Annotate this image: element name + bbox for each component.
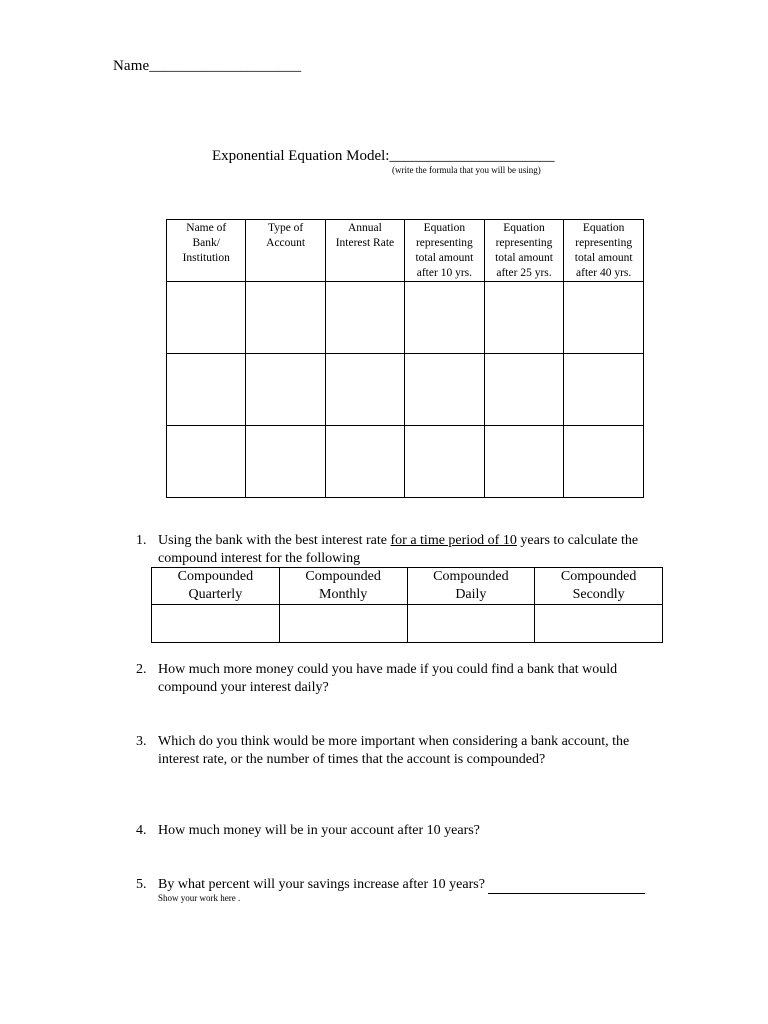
table-cell[interactable]	[246, 282, 325, 354]
bank-comparison-table	[166, 219, 644, 498]
table-cell[interactable]	[325, 282, 404, 354]
show-work-note: Show your work here .	[158, 893, 241, 903]
header-daily: Compounded Daily	[407, 568, 535, 605]
header-interest-rate: Annual Interest Rate	[325, 220, 404, 282]
header-equation-25yrs: Equation representing total amount after 25 yrs.	[484, 220, 564, 282]
table-cell[interactable]	[246, 354, 325, 426]
header-equation-40yrs: Equation representing total amount after 40 yrs.	[564, 220, 644, 282]
table-row	[167, 354, 644, 426]
table-cell[interactable]	[279, 605, 407, 643]
table-cell[interactable]	[484, 426, 564, 498]
table-cell[interactable]	[246, 426, 325, 498]
question-number: 5.	[136, 877, 147, 892]
table-cell[interactable]	[484, 354, 564, 426]
underlined-phrase: for a time period of 10	[390, 533, 517, 548]
table-cell[interactable]	[152, 605, 280, 643]
header-bank-name: Name of Bank/ Institution	[167, 220, 246, 282]
question-number: 2.	[136, 662, 147, 677]
table-row	[167, 426, 644, 498]
question-number: 3.	[136, 734, 147, 749]
header-monthly: Compounded Monthly	[279, 568, 407, 605]
exponential-model-label[interactable]: Exponential Equation Model:______________________	[212, 148, 555, 164]
table-cell[interactable]	[325, 354, 404, 426]
header-account-type: Type of Account	[246, 220, 325, 282]
question-number: 1.	[136, 533, 147, 548]
table-cell[interactable]	[405, 426, 485, 498]
table-cell[interactable]	[407, 605, 535, 643]
name-field-label[interactable]: Name____________________	[113, 58, 302, 74]
question-text: Using the bank with the best interest rate for a time period of 10 years to calculate the compound interest for the following	[158, 533, 639, 566]
table-cell[interactable]	[405, 354, 485, 426]
model-note: (write the formula that you will be using)	[392, 165, 541, 175]
table-cell[interactable]	[167, 426, 246, 498]
table-cell[interactable]	[484, 282, 564, 354]
table-cell[interactable]	[564, 354, 644, 426]
question-text: Which do you think would be more important when considering a bank account, the interest rate, or the number of times that the account is compounded?	[158, 734, 630, 767]
header-equation-10yrs: Equation representing total amount after 10 yrs.	[405, 220, 485, 282]
question-text: How much more money could you have made if you could find a bank that would compound your interest daily?	[158, 662, 618, 695]
table-cell[interactable]	[564, 426, 644, 498]
table-row	[152, 605, 663, 643]
question-text: By what percent will your savings increase after 10 years?	[158, 876, 645, 894]
question-number: 4.	[136, 823, 147, 838]
header-secondly: Compounded Secondly	[535, 568, 663, 605]
table-cell[interactable]	[564, 282, 644, 354]
table-row	[167, 282, 644, 354]
table-cell[interactable]	[325, 426, 404, 498]
question-text: How much money will be in your account after 10 years?	[158, 823, 480, 838]
answer-blank[interactable]	[488, 878, 645, 894]
table-cell[interactable]	[167, 354, 246, 426]
header-quarterly: Compounded Quarterly	[152, 568, 280, 605]
table-cell[interactable]	[405, 282, 485, 354]
table-cell[interactable]	[167, 282, 246, 354]
compounding-table	[151, 567, 663, 643]
table-cell[interactable]	[535, 605, 663, 643]
table-header-row	[167, 220, 644, 282]
table-header-row	[152, 568, 663, 605]
